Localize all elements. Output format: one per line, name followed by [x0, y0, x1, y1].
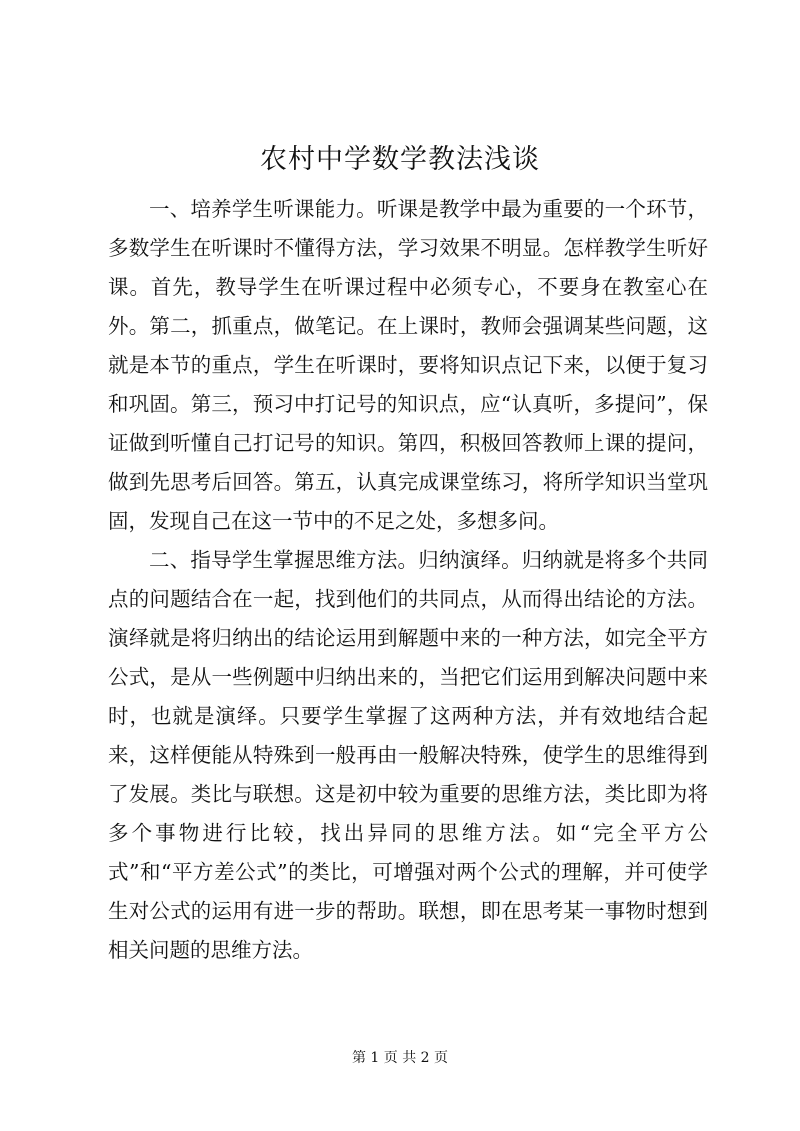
document-body: [108, 190, 708, 970]
paragraph-1: 一、培养学生听课能力。听课是教学中最为重要的一个环节，多数学生在听课时不懂得方法，学习效果不明显。怎样教学生听好课。首先，教导学生在听课过程中必须专心，不要身在教室心在外。第二，抓重点，做笔记。在上课时，教师会强调某些问题，这就是本节的重点，学生在听课时，要将知识点记下来，以便于复习和巩固。第三，预习中打记号的知识点，应“认真听，多提问”，保证做到听懂自己打记号的知识。第四，积极回答教师上课的提问，做到先思考后回答。第五，认真完成课堂练习，将所学知识当堂巩固，发现自己在这一节中的不足之处，多想多问。: [108, 197, 708, 533]
page-footer: 第 1 页 共 2 页: [351, 1050, 449, 1066]
document-title: 农村中学数学教法浅谈: [260, 144, 540, 175]
paragraph-2: 二、指导学生掌握思维方法。归纳演绎。归纳就是将多个共同点的问题结合在一起，找到他们的共同点，从而得出结论的方法。演绎就是将归纳出的结论运用到解题中来的一种方法，如完全平方公式，是从一些例题中归纳出来的，当把它们运用到解决问题中来时，也就是演绎。只要学生掌握了这两种方法，并有效地结合起来，这样便能从特殊到一般再由一般解决特殊，使学生的思维得到了发展。类比与联想。这是初中较为重要的思维方法，类比即为将多个事物进行比较，找出异同的思维方法。如“完全平方公式”和“平方差公式”的类比，可增强对两个公式的理解，并可使学生对公式的运用有进一步的帮助。联想，即在思考某一事物时想到相关问题的思维方法。: [108, 548, 708, 962]
